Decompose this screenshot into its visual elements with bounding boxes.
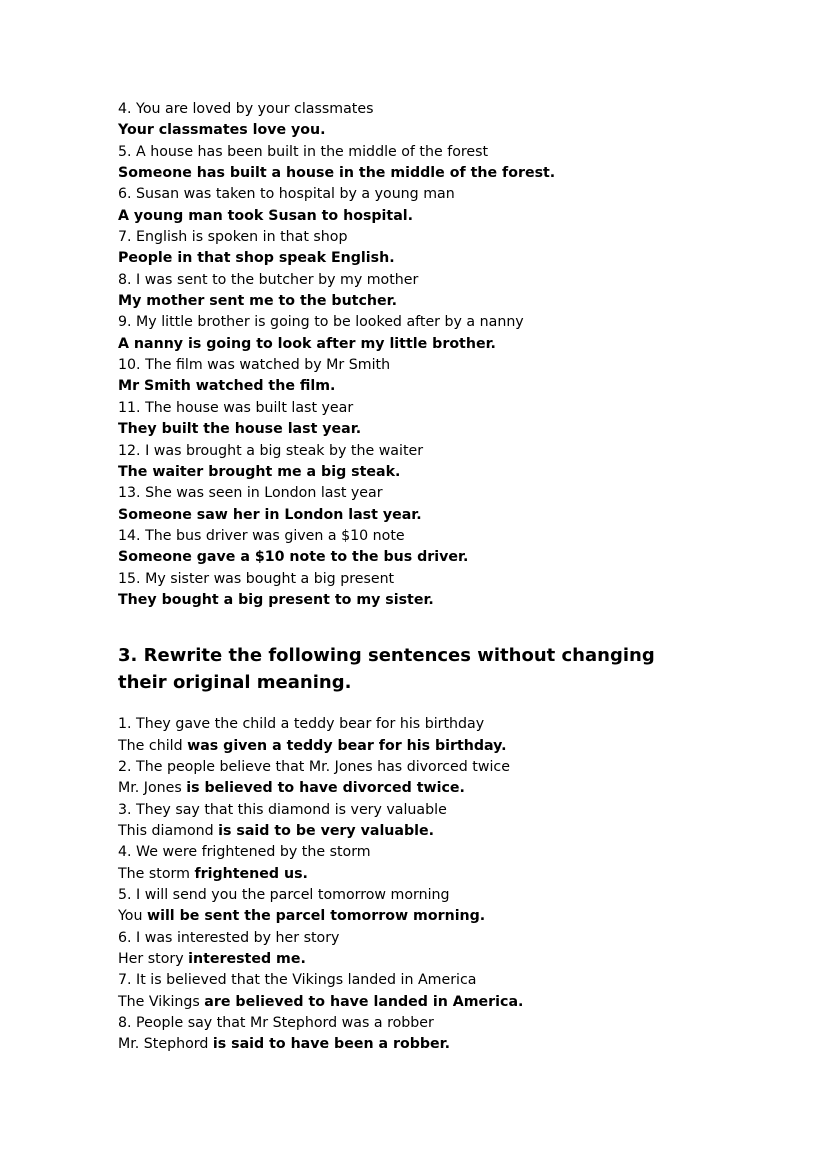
exercise-item-11 [118,398,718,441]
answer-text: Your classmates love you. [118,122,326,139]
answer-completion: frightened us. [194,865,308,882]
question-text: 8. People say that Mr Stephord was a robber [118,1015,434,1032]
question-text: 15. My sister was bought a big present [118,570,395,587]
question-text: 5. I will send you the parcel tomorrow morning [118,887,450,903]
answer-prefix: The Vikings [118,993,205,1010]
question-text: 6. Susan was taken to hospital by a young man [118,186,455,203]
exercise-item-14 [118,526,718,569]
answer-completion: was given a teddy bear for his birthday. [187,737,507,754]
exercise-item-13 [118,483,718,526]
question-text: 10. The film was watched by Mr Smith [118,357,391,374]
answer-text: They bought a big present to my sister. [118,591,434,608]
question-text: 1. They gave the child a teddy bear for his birthday [118,716,485,733]
answer-completion: are believed to have landed in America. [204,993,524,1010]
question-text: 13. She was seen in London last year [118,485,383,502]
answer-text: A nanny is going to look after my little brother. [118,335,496,352]
question-text: 7. It is believed that the Vikings landed in America [118,972,477,989]
answer-line [118,864,718,885]
exercise-item-7 [118,227,718,270]
answer-prefix: Her story [118,951,189,968]
exercise-item-8 [118,270,718,313]
question-text: 3. They say that this diamond is very valuable [118,801,447,818]
answer-line [118,906,718,927]
exercise-item-15 [118,569,718,612]
answer-line [118,778,718,799]
answer-completion: is believed to have divorced twice. [186,780,465,797]
rewrite-item-4 [118,842,718,885]
answer-completion: is said to be very valuable. [218,822,435,839]
question-text: 8. I was sent to the butcher by my mother [118,271,419,288]
exercise-item-4 [118,99,718,142]
answer-text: Someone has built a house in the middle of the forest. [118,165,556,182]
answer-completion: will be sent the parcel tomorrow morning. [146,908,486,925]
question-text: 7. English is spoken in that shop [118,229,348,246]
rewrite-item-3 [118,800,718,843]
rewrite-item-6 [118,928,718,971]
answer-prefix: The child [118,737,188,754]
exercise-item-6 [118,184,718,227]
answer-completion: interested me. [188,951,306,968]
exercise-item-10 [118,355,718,398]
answer-prefix: Mr. Stephord [118,1036,213,1053]
answer-line [118,949,718,970]
question-text: 11. The house was built last year [118,399,354,416]
question-text: 4. We were frightened by the storm [118,844,371,861]
question-text: 2. The people believe that Mr. Jones has divorced twice [118,758,510,775]
answer-prefix: This diamond [118,822,219,839]
rewrite-item-8 [118,1013,718,1056]
answer-line [118,736,718,757]
exercise-item-9 [118,312,718,355]
question-text: 6. I was interested by her story [118,929,340,946]
answer-text: My mother sent me to the butcher. [118,293,397,310]
section-3-list [118,714,718,1056]
rewrite-item-5 [118,885,718,928]
answer-line [118,821,718,842]
worksheet-page [118,99,718,1056]
rewrite-item-2 [118,757,718,800]
answer-text: People in that shop speak English. [118,250,395,267]
question-text: 4. You are loved by your classmates [118,101,374,117]
answer-line [118,1034,718,1055]
question-text: 9. My little brother is going to be looked after by a nanny [118,314,524,331]
exercise-item-5 [118,142,718,185]
question-text: 14. The bus driver was given a $10 note [118,527,405,544]
answer-line [118,992,718,1013]
answer-text: Someone saw her in London last year. [118,506,422,523]
section-2-list [118,99,718,611]
exercise-item-12 [118,441,718,484]
answer-prefix: You [118,908,147,925]
section-3-heading: 3. Rewrite the following sentences without changing their original meaning. [118,645,655,694]
rewrite-item-1 [118,714,718,757]
answer-text: A young man took Susan to hospital. [118,207,414,224]
question-text: 5. A house has been built in the middle of the forest [118,143,489,160]
answer-completion: is said to have been a robber. [212,1036,451,1053]
question-text: 12. I was brought a big steak by the waiter [118,442,424,459]
answer-text: The waiter brought me a big steak. [118,463,401,480]
rewrite-item-7 [118,970,718,1013]
answer-prefix: The storm [118,865,195,882]
answer-text: They built the house last year. [118,421,362,438]
answer-text: Mr Smith watched the film. [118,378,336,395]
answer-text: Someone gave a $10 note to the bus driver. [118,549,469,566]
answer-prefix: Mr. Jones [118,780,187,797]
